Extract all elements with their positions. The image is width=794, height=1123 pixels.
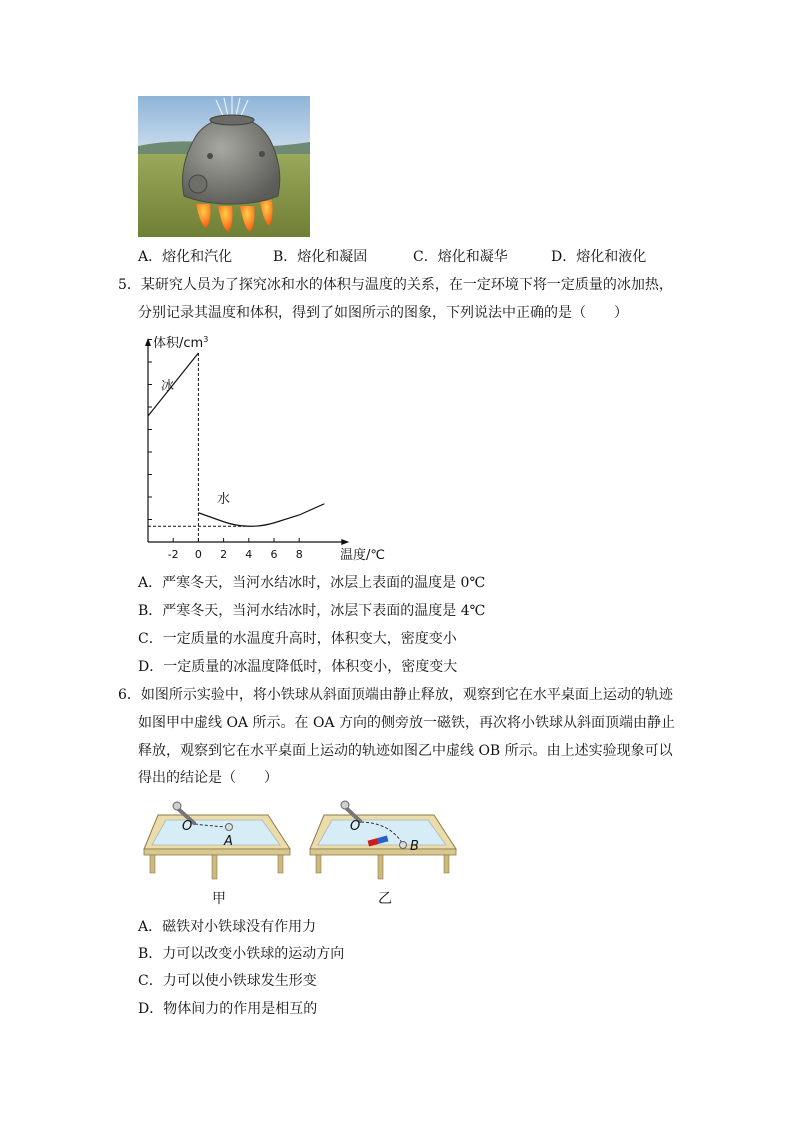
q6-figure-svg: [140, 795, 470, 915]
figure-label-right: 乙: [378, 891, 392, 907]
q4-option-a: A．熔化和汽化: [138, 249, 233, 265]
q4-options: [138, 246, 698, 266]
q6-option-d: D．物体间力的作用是相互的: [138, 1001, 318, 1017]
water-curve: [198, 504, 324, 527]
figure-label-left: 甲: [212, 891, 226, 907]
left-point-o: O: [182, 819, 193, 834]
q5-option-a: A．严寒冬天，当河水结冰时，冰层上表面的温度是 0℃: [138, 575, 486, 591]
q6-option-b: B．力可以改变小铁球的运动方向: [138, 946, 345, 962]
x-tick-label: 0: [194, 548, 202, 561]
table-left: [144, 802, 290, 879]
q5-x-axis-label: 温度/℃: [340, 548, 385, 563]
q5-chart: [135, 330, 400, 565]
q4-option-c: C．熔化和凝华: [413, 249, 508, 265]
q6-stem-line3: 释放，观察到它在水平桌面上运动的轨迹如图乙中虚线 OB 所示。由上述实验现象可以: [138, 743, 673, 759]
q4-option-d: D．熔化和液化: [551, 249, 647, 265]
q5-option-b: B．严寒冬天，当河水结冰时，冰层下表面的温度是 4℃: [138, 603, 486, 619]
right-point-o: O: [350, 819, 361, 834]
q5-stem-line1: 5．某研究人员为了探究冰和水的体积与温度的关系，在一定环境下将一定质量的冰加热，: [118, 277, 673, 293]
table-right: [310, 801, 456, 879]
x-tick-label: 2: [220, 548, 228, 561]
x-tick-label: 6: [270, 548, 278, 561]
x-tick-label: 8: [295, 548, 303, 561]
q5-stem-line2: 分别记录其温度和体积，得到了如图所示的图象，下列说法中正确的是（ ）: [138, 305, 628, 321]
q5-y-axis-label: 体积$/cm^3$: [153, 335, 209, 351]
q6-stem-line4: 得出的结论是（ ）: [138, 770, 278, 786]
q5-option-d: D．一定质量的冰温度降低时，体积变小，密度变大: [138, 659, 458, 675]
q6-figure: [140, 795, 470, 915]
q5-series-label-water: 水: [217, 492, 231, 507]
q6-option-c: C．力可以使小铁球发生形变: [138, 973, 317, 989]
q4-option-b: B．熔化和凝固: [273, 249, 368, 265]
q5-series-label-ice: 冰: [161, 379, 175, 394]
x-tick-label: 4: [245, 548, 253, 561]
right-point-b: B: [410, 839, 419, 854]
q6-stem-line2: 如图甲中虚线 OA 所示。在 OA 方向的侧旁放一磁铁，再次将小铁球从斜面顶端由静止: [138, 715, 675, 731]
capsule-photo: [138, 96, 310, 237]
x-tick-label: -2: [167, 548, 179, 561]
q6-option-a: A．磁铁对小铁球没有作用力: [138, 919, 317, 935]
x-axis-arrow: [341, 539, 349, 545]
q6-stem-line1: 6．如图所示实验中，将小铁球从斜面顶端由静止释放，观察到它在水平桌面上运动的轨迹: [118, 687, 673, 703]
left-point-a: A: [224, 834, 233, 849]
q5-option-c: C．一定质量的水温度升高时，体积变大，密度变小: [138, 631, 457, 647]
q5-chart-svg: [135, 330, 400, 565]
